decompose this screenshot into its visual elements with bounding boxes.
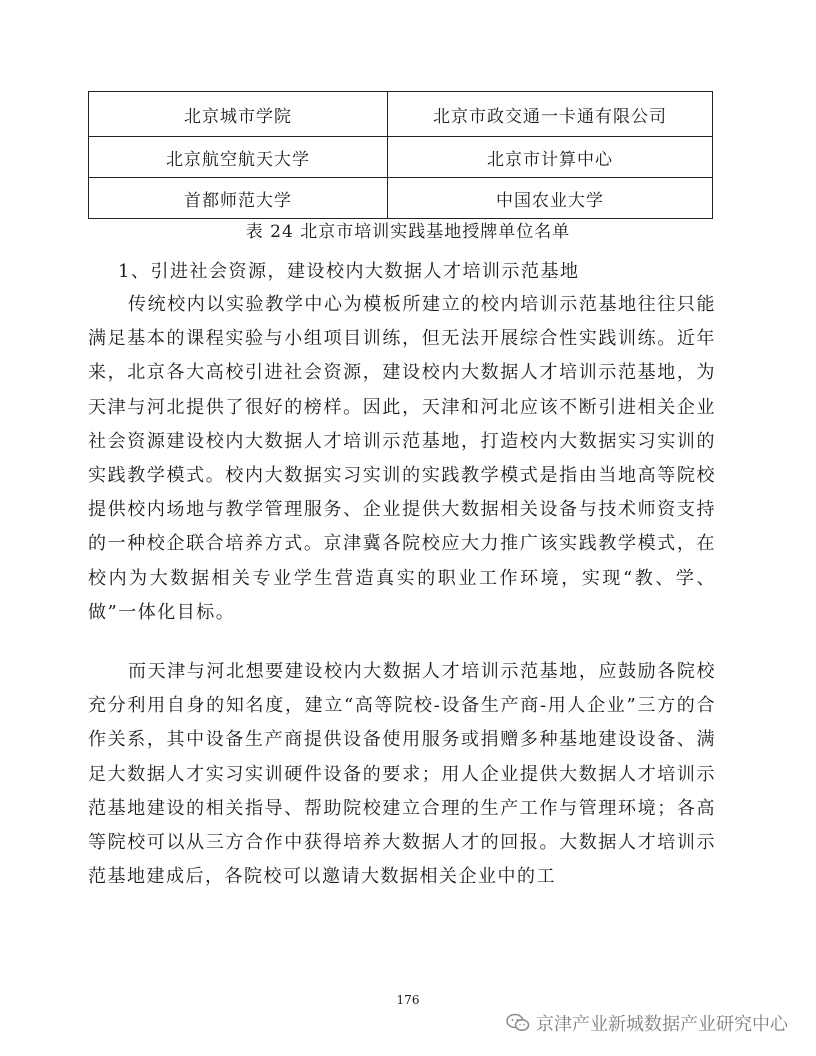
page-number: 176 (396, 993, 420, 1007)
table-cell: 北京市计算中心 (388, 137, 713, 178)
table-cell: 北京市政交通一卡通有限公司 (388, 92, 713, 137)
table-row (89, 137, 713, 178)
table-cell: 中国农业大学 (388, 178, 713, 219)
table-row (89, 92, 713, 137)
table-cell: 北京城市学院 (89, 92, 388, 137)
body-paragraph: 传统校内以实验教学中心为模板所建立的校内培训示范基地往往只能满足基本的课程实验与小组项目训练，但无法开展综合性实践训练。近年来，北京各大高校引进社会资源，建设校内大数据人才培训示范基地，为天津与河北提供了很好的榜样。因此，天津和河北应该不断引进相关企业社会资源建设校内大数据人才培训示范基地，打造校内大数据实习实训的实践教学模式。校内大数据实习实训的实践教学模式是指由当地高等院校提供校内场地与教学管理服务、企业提供大数据相关设备与技术师资支持的一种校企联合培养方式。京津冀各院校应大力推广该实践教学模式，在校内为大数据相关专业学生营造真实的职业工作环境，实现“教、学、做”一体化目标。 (88, 294, 716, 623)
table-cell: 首都师范大学 (89, 178, 388, 219)
section-heading: 1、引进社会资源，建设校内大数据人才培训示范基地 (118, 261, 580, 282)
watermark (506, 1010, 788, 1036)
table-row (89, 178, 713, 219)
wechat-icon (506, 1013, 530, 1033)
table-cell: 北京航空航天大学 (89, 137, 388, 178)
units-table (88, 91, 713, 219)
table-caption: 表 24 北京市培训实践基地授牌单位名单 (245, 222, 571, 242)
watermark-text: 京津产业新城数据产业研究中心 (536, 1014, 788, 1035)
body-paragraph: 而天津与河北想要建设校内大数据人才培训示范基地，应鼓励各院校充分利用自身的知名度，建立“高等院校-设备生产商-用人企业”三方的合作关系，其中设备生产商提供设备使用服务或捐赠多种基地建设设备、满足大数据人才实习实训硬件设备的要求；用人企业提供大数据人才培训示范基地建设的相关指导、帮助院校建立合理的生产工作与管理环境；各高等院校可以从三方合作中获得培养大数据人才的回报。大数据人才培训示范基地建成后，各院校可以邀请大数据相关企业中的工 (88, 661, 716, 888)
